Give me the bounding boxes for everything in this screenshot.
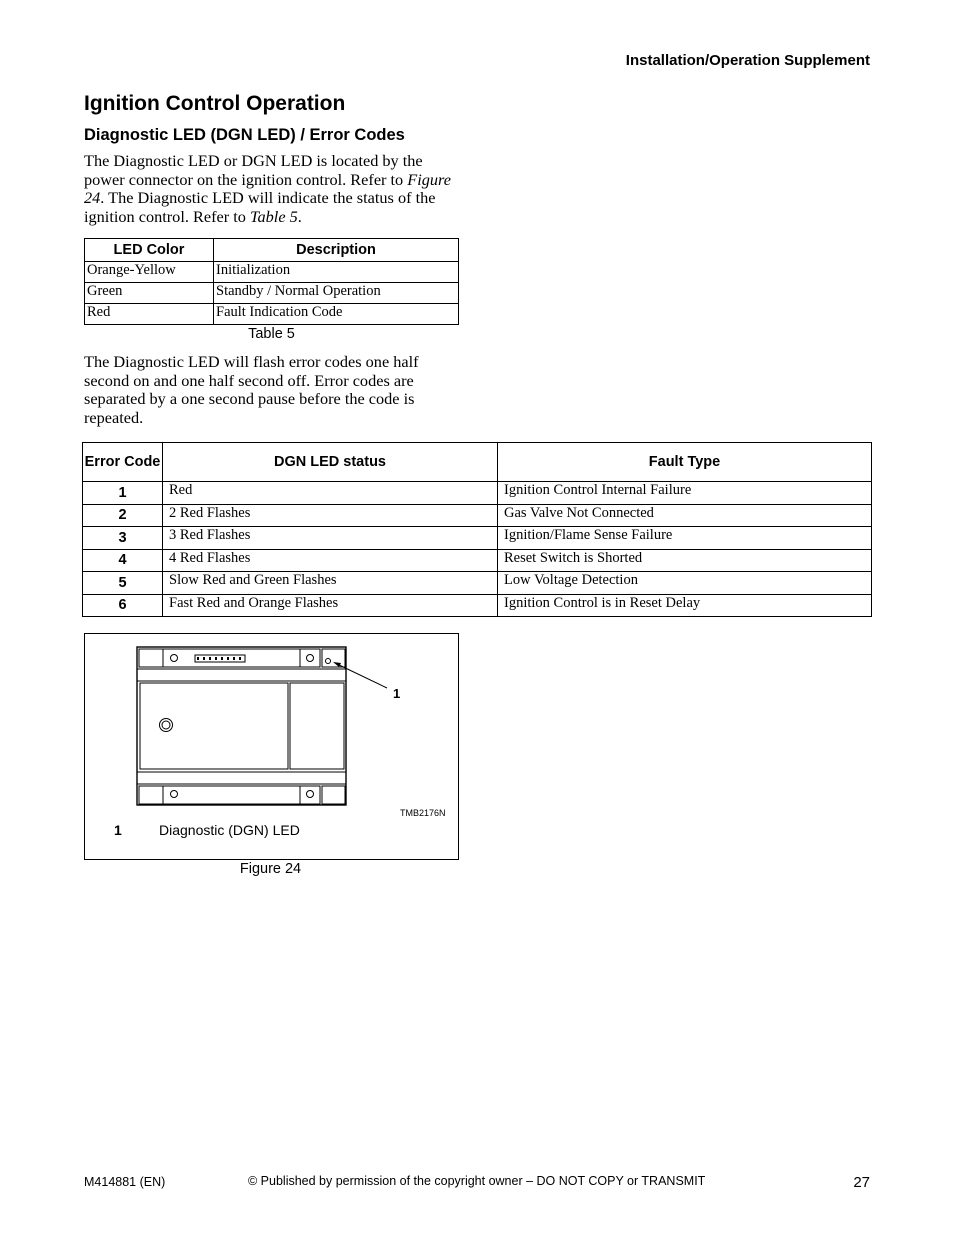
- document-id: M414881 (EN): [84, 1175, 166, 1189]
- table-row: [85, 283, 459, 304]
- dgn-led-housing: [322, 649, 345, 667]
- led-color-cell: Green: [85, 283, 214, 304]
- column-header: LED Color: [85, 239, 214, 262]
- error-code-cell: 5: [83, 572, 163, 595]
- error-code-table: [82, 442, 872, 617]
- fault-type-cell: Low Voltage Detection: [498, 572, 872, 595]
- fault-type-cell: Ignition/Flame Sense Failure: [498, 527, 872, 550]
- description-cell: Fault Indication Code: [214, 304, 459, 325]
- section-title: Ignition Control Operation: [84, 92, 346, 115]
- callout-arrowhead: [333, 662, 341, 667]
- figure-caption: Figure 24: [239, 861, 302, 877]
- table-reference: Table 5: [249, 207, 298, 227]
- column-header: Description: [214, 239, 459, 262]
- intro-text: The Diagnostic LED or DGN LED is located by the power connector on the ignition control. Refer to: [84, 151, 423, 189]
- led-status-cell: Red: [163, 482, 498, 505]
- led-color-cell: Red: [85, 304, 214, 325]
- flash-paragraph: The Diagnostic LED will flash error codes one half second on and one half second off. Error codes are separated by a one second pause before the code is repeated.: [84, 352, 419, 428]
- led-color-cell: Orange-Yellow: [85, 262, 214, 283]
- led-status-cell: 4 Red Flashes: [163, 549, 498, 572]
- control-housing: [137, 647, 346, 805]
- error-code-cell: 4: [83, 549, 163, 572]
- intro-text: . The Diagnostic LED will indicate the status of the ignition control. Refer to: [84, 188, 436, 227]
- top-screw: [171, 655, 178, 662]
- side-panel: [290, 683, 344, 769]
- figure-code: TMB2176N: [400, 808, 446, 818]
- reset-button: [160, 719, 173, 732]
- error-code-cell: 6: [83, 594, 163, 617]
- fault-type-cell: Ignition Control is in Reset Delay: [498, 594, 872, 617]
- bottom-strip: [163, 786, 300, 804]
- table-header-row: [85, 239, 459, 262]
- table-row: [83, 504, 872, 527]
- legend-number: 1: [114, 822, 122, 838]
- led-status-cell: Fast Red and Orange Flashes: [163, 594, 498, 617]
- table-row: [83, 549, 872, 572]
- table-row: [85, 262, 459, 283]
- table-row: [83, 482, 872, 505]
- dgn-led: [326, 659, 331, 664]
- table-row: [85, 304, 459, 325]
- intro-paragraph: [84, 152, 464, 227]
- led-status-cell: Slow Red and Green Flashes: [163, 572, 498, 595]
- fault-type-cell: Reset Switch is Shorted: [498, 549, 872, 572]
- power-connector: [195, 655, 245, 662]
- column-header: Error Code: [83, 443, 163, 482]
- table-header-row: [83, 443, 872, 482]
- legend-text: Diagnostic (DGN) LED: [159, 822, 300, 838]
- fault-type-cell: Ignition Control Internal Failure: [498, 482, 872, 505]
- figure-reference: Figure 24: [84, 169, 451, 208]
- copyright-notice: © Published by permission of the copyright owner – DO NOT COPY or TRANSMIT: [248, 1174, 706, 1188]
- intro-text: .: [297, 207, 302, 227]
- running-header: Installation/Operation Supplement: [625, 52, 870, 69]
- top-strip: [163, 649, 300, 667]
- error-code-cell: 2: [83, 504, 163, 527]
- column-header: DGN LED status: [163, 443, 498, 482]
- table-row: [83, 572, 872, 595]
- led-color-table: [84, 238, 459, 325]
- figure-24: [84, 633, 459, 860]
- table-row: [83, 527, 872, 550]
- column-header: Fault Type: [498, 443, 872, 482]
- top-left-block: [139, 649, 163, 667]
- table-caption: Table 5: [248, 326, 295, 342]
- fault-type-cell: Gas Valve Not Connected: [498, 504, 872, 527]
- error-code-cell: 1: [83, 482, 163, 505]
- top-right-screw: [307, 655, 314, 662]
- led-status-cell: 2 Red Flashes: [163, 504, 498, 527]
- error-code-cell: 3: [83, 527, 163, 550]
- description-cell: Standby / Normal Operation: [214, 283, 459, 304]
- description-cell: Initialization: [214, 262, 459, 283]
- callout-number: 1: [393, 686, 401, 701]
- table-row: [83, 594, 872, 617]
- led-status-cell: 3 Red Flashes: [163, 527, 498, 550]
- subsection-title: Diagnostic LED (DGN LED) / Error Codes: [84, 126, 405, 144]
- page-number: 27: [853, 1174, 870, 1191]
